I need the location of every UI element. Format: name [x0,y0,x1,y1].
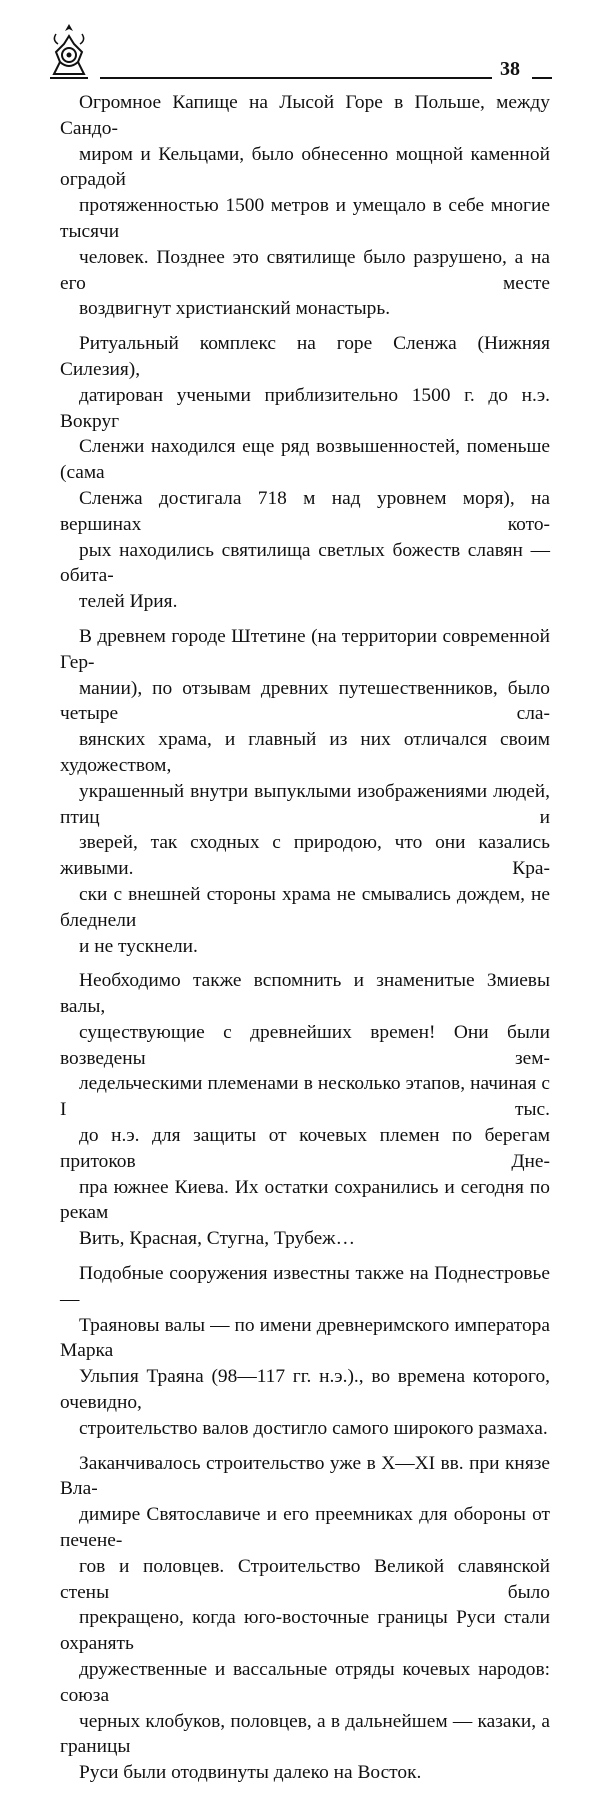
paragraph [60,1451,550,1786]
text-line: мании), по отзывам древних путешественников, было четыре сла- [60,677,550,725]
text-line: датирован учеными приблизительно 1500 г. до н.э. Вокруг [60,384,550,432]
page-header [0,0,600,90]
text-line: Заканчивалось строительство уже в X—XI вв. при князе Вла- [60,1452,550,1500]
text-line: Ульпия Траяна (98—117 гг. н.э.)., во времена которого, очевидно, [60,1366,550,1414]
paragraph [60,1261,550,1442]
text-line: Траяновы валы — по имени древнеримского императора Марка [60,1314,550,1362]
paragraph [60,624,550,959]
text-line: Необходимо также вспомнить и знаменитые Змиевы валы, [60,970,550,1018]
text-line: человек. Позднее это святилище было разрушено, а на его месте [60,246,550,294]
text-line: и не тускнели. [79,935,198,957]
text-line: Сленжа достигала 718 м над уровнем моря), на вершинах кото- [60,487,550,535]
text-line: Подобные сооружения известны также на Поднестровье — [60,1263,550,1310]
text-line: черных клобуков, половцев, а в дальнейшем — казаки, а границы [60,1710,550,1758]
text-line: Огромное Капище на Лысой Горе в Польше, между Сандо- [60,92,550,139]
text-line: зверей, так сходных с природою, что они казались живыми. Кра- [60,832,550,880]
text-line: воздвигнут христианский монастырь. [79,298,391,320]
text-line: до н.э. для защиты от кочевых племен по берегам притоков Дне- [60,1125,550,1172]
text-line: димире Святославиче и его преемниках для обороны от печене- [60,1504,550,1552]
text-line: телей Ирия. [79,591,178,613]
text-line: рых находились святилища светлых божеств славян — обита- [60,539,550,587]
text-line: Сленжи находился еще ряд возвышенностей, поменьше (сама [60,436,550,484]
text-line: Руси были отодвинуты далеко на Восток. [79,1762,422,1784]
header-rule [100,77,492,79]
text-line: Ритуальный комплекс на горе Сленжа (Нижняя Силезия), [60,333,550,380]
text-line: Вить, Красная, Стугна, Трубеж… [79,1228,355,1250]
text-line: гов и половцев. Строительство Великой славянской стены было [60,1555,550,1603]
text-line: прекращено, когда юго-восточные границы Руси стали охранять [60,1607,550,1655]
page-body [60,90,550,1795]
page-number: 38 [500,58,520,80]
text-line: протяженностью 1500 метров и умещало в себе многие тысячи [60,195,550,242]
text-line: ледельческими племенами в несколько этапов, начиная с I тыс. [60,1073,550,1121]
text-line: В древнем городе Штетине (на территории современной Гер- [60,625,550,673]
text-line: ски с внешней стороны храма не смывались дождем, не бледнели [60,883,550,931]
text-line: существующие с древнейших времен! Они были возведены зем- [60,1021,550,1069]
text-line: украшенный внутри выпуклыми изображениями людей, птиц и [60,780,550,828]
text-line: строительство валов достигло самого широкого размаха. [79,1417,548,1439]
text-line: пра южнее Киева. Их остатки сохранились и сегодня по рекам [60,1176,550,1224]
paragraph [60,968,550,1252]
ornament-emblem-icon [46,22,92,80]
text-line: дружественные и вассальные отряды кочевых народов: союза [60,1659,550,1706]
paragraph [60,90,550,322]
header-rule-tail [532,77,552,79]
text-line: вянских храма, и главный из них отличался своим художеством, [60,729,550,776]
paragraph [60,331,550,615]
text-line: миром и Кельцами, было обнесенно мощной каменной оградой [60,143,550,191]
